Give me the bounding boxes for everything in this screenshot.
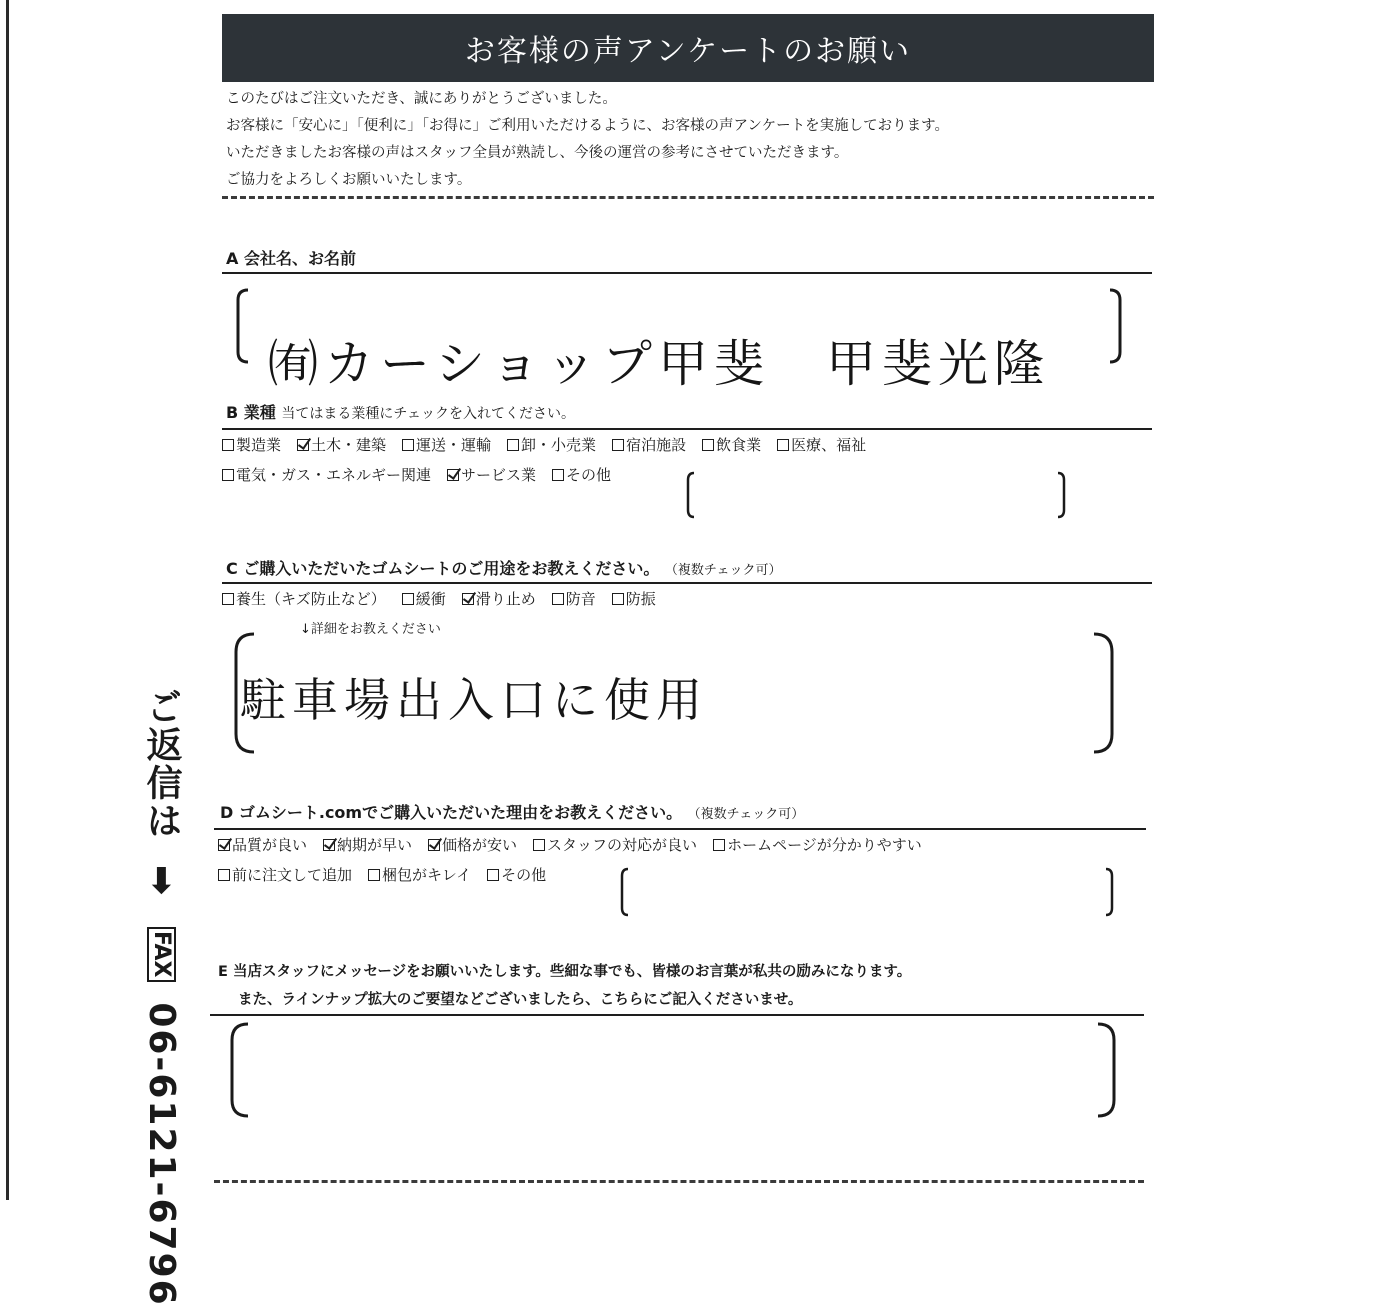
section-letter: A [226,249,239,268]
industry-option[interactable]: 運送・運輸 [402,434,491,455]
reason-option[interactable]: 前に注文して追加 [218,864,352,885]
checkbox[interactable] [368,869,380,881]
section-rule [210,1014,1144,1016]
checkbox[interactable] [612,593,624,605]
company-name-answer[interactable]: ㈲カーショップ甲斐 甲斐光隆 [268,335,1050,393]
industry-options-row2 [222,464,627,485]
industry-option[interactable]: 卸・小売業 [507,434,596,455]
reason-option[interactable]: 梱包がキレイ [368,864,471,885]
section-letter: E [218,964,228,980]
section-letter: D [220,803,234,822]
section-c-title [226,556,782,579]
industry-option[interactable]: 宿泊施設 [612,434,686,455]
checkbox[interactable] [533,839,545,851]
industry-option[interactable]: サービス業 [447,464,536,485]
checkbox[interactable] [402,439,414,451]
reason-option[interactable]: 品質が良い [218,834,307,855]
reason-option[interactable]: その他 [487,864,546,885]
section-e-subtitle: また、ラインナップ拡大のご要望などございましたら、こちらにご記入くださいませ。 [238,992,803,1008]
checkbox[interactable] [222,439,234,451]
checkbox[interactable] [507,439,519,451]
fax-icon: FAX [147,927,176,982]
checkbox-checked[interactable] [297,439,309,451]
checkbox[interactable] [222,469,234,481]
section-rule [222,582,1152,584]
checkbox-checked[interactable] [447,469,459,481]
detail-hint: ↓詳細をお教えください [300,622,441,637]
section-b-title [226,400,575,423]
fax-number: 06-6121-6796 [141,1002,182,1307]
section-a-title [226,246,356,269]
arrow-down-icon: ➡ [141,864,182,897]
checkbox[interactable] [222,593,234,605]
section-heading: 会社名、お名前 [243,249,356,268]
other-bracket [618,866,1118,918]
section-note: 当てはまる業種にチェックを入れてください。 [281,406,575,422]
section-rule [222,428,1152,430]
industry-option[interactable]: その他 [552,464,611,485]
section-e-title [218,960,911,981]
divider [222,196,1154,199]
usage-option[interactable]: 防音 [552,588,596,609]
intro-line: お客様に「安心に」「便利に」「お得に」ご利用いただけるように、お客様の声アンケートを実施しております。 [226,118,949,134]
reason-option[interactable]: 納期が早い [323,834,412,855]
industry-option[interactable]: 土木・建築 [297,434,386,455]
section-letter: C [226,559,238,578]
reason-option[interactable]: 価格が安い [428,834,517,855]
reason-option[interactable]: ホームページが分かりやすい [713,834,922,855]
usage-option[interactable]: 養生（キズ防止など） [222,588,386,609]
intro-line: いただきましたお客様の声はスタッフ全員が熟読し、今後の運営の参考にさせていただきます。 [226,145,849,161]
industry-option[interactable]: 製造業 [222,434,281,455]
scan-edge [6,0,9,1200]
checkbox[interactable] [552,469,564,481]
checkbox[interactable] [552,593,564,605]
checkbox[interactable] [612,439,624,451]
usage-options-row [222,588,672,609]
usage-option[interactable]: 防振 [612,588,656,609]
intro-text [226,86,1156,194]
reason-options-row1 [218,834,938,855]
checkbox[interactable] [402,593,414,605]
section-heading: 当店スタッフにメッセージをお願いいたします。些細な事でも、皆様のお言葉が私共の励みになります。 [232,964,912,980]
usage-option[interactable]: 緩衝 [402,588,446,609]
checkbox-checked[interactable] [428,839,440,851]
reply-text: ご返信は [141,688,182,840]
section-d-title [220,800,804,823]
checkbox-checked[interactable] [218,839,230,851]
message-bracket[interactable] [226,1020,1120,1120]
section-heading: ゴムシート.comでご購入いただいた理由をお教えください。 [238,803,683,822]
industry-options-row1 [222,434,882,455]
section-note: （複数チェック可） [687,807,805,822]
page-title: お客様の声アンケートのお願い [222,14,1154,82]
divider [214,1180,1144,1183]
checkbox-checked[interactable] [323,839,335,851]
fax-reply-instruction [136,688,187,1307]
usage-detail-answer[interactable]: 駐車場出入口に使用 [240,673,708,727]
industry-option[interactable]: 電気・ガス・エネルギー関連 [222,464,431,485]
reason-option[interactable]: スタッフの対応が良い [533,834,697,855]
section-heading: 業種 [243,403,276,422]
section-heading: ご購入いただいたゴムシートのご用途をお教えください。 [243,559,660,578]
section-letter: B [226,403,239,422]
checkbox[interactable] [713,839,725,851]
checkbox[interactable] [702,439,714,451]
usage-option[interactable]: 滑り止め [462,588,536,609]
intro-line: ご協力をよろしくお願いいたします。 [226,172,472,188]
reason-options-row2 [218,864,562,885]
checkbox[interactable] [487,869,499,881]
industry-option[interactable]: 飲食業 [702,434,761,455]
section-note: （複数チェック可） [664,563,782,578]
intro-line: このたびはご注文いただき、誠にありがとうございました。 [226,91,617,107]
industry-option[interactable]: 医療、福祉 [777,434,866,455]
checkbox[interactable] [777,439,789,451]
section-rule [222,272,1152,274]
other-bracket [684,470,1070,520]
checkbox-checked[interactable] [462,593,474,605]
section-rule [214,828,1146,830]
checkbox[interactable] [218,869,230,881]
